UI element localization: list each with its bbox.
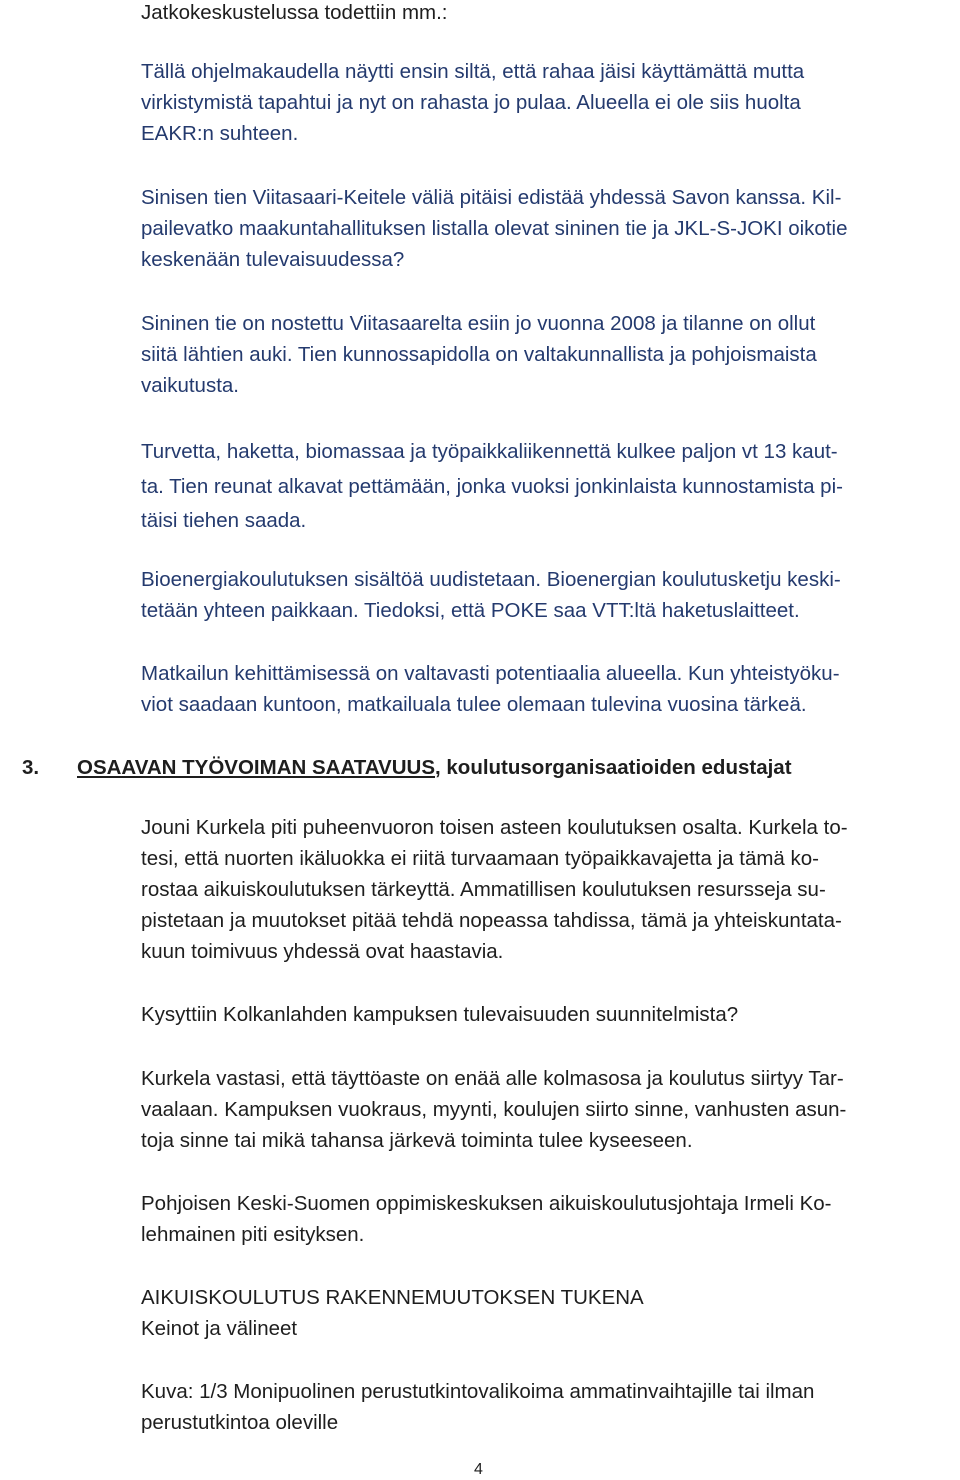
paragraph-line: siitä lähtien auki. Tien kunnossapidolla on valtakunnallista ja pohjoismaista bbox=[141, 343, 817, 366]
paragraph-line: Keinot ja välineet bbox=[141, 1317, 298, 1340]
paragraph-line: lehmainen piti esityksen. bbox=[141, 1223, 365, 1246]
section-heading bbox=[77, 755, 792, 781]
paragraph-line: pailevatko maakuntahallituksen listalla olevat sininen tie ja JKL-S-JOKI oikotie bbox=[141, 217, 848, 240]
paragraph-line: Turvetta, haketta, biomassaa ja työpaikkaliikennettä kulkee paljon vt 13 kaut- bbox=[141, 440, 838, 463]
intro-line: Jatkokeskustelussa todettiin mm.: bbox=[141, 1, 448, 24]
paragraph-line: Jouni Kurkela piti puheenvuoron toisen asteen koulutuksen osalta. Kurkela to- bbox=[141, 816, 848, 839]
paragraph-line: täisi tiehen saada. bbox=[141, 509, 307, 532]
paragraph-line: Sinisen tien Viitasaari-Keitele väliä pitäisi edistää yhdessä Savon kanssa. Kil- bbox=[141, 186, 842, 209]
paragraph-line: Kurkela vastasi, että täyttöaste on enää alle kolmasosa ja koulutus siirtyy Tar- bbox=[141, 1067, 844, 1090]
section-number: 3. bbox=[22, 756, 40, 779]
paragraph-line: vaalaan. Kampuksen vuokraus, myynti, koulujen siirto sinne, vanhusten asun- bbox=[141, 1098, 847, 1121]
paragraph-line: kuun toimivuus yhdessä ovat haastavia. bbox=[141, 940, 504, 963]
paragraph-line: Bioenergiakoulutuksen sisältöä uudistetaan. Bioenergian koulutusketju keski- bbox=[141, 568, 841, 591]
paragraph-line: toja sinne tai mikä tahansa järkevä toiminta tulee kyseeseen. bbox=[141, 1129, 693, 1152]
paragraph-line: vaikutusta. bbox=[141, 374, 239, 397]
paragraph-line: perustutkintoa oleville bbox=[141, 1411, 339, 1434]
section-title: OSAAVAN TYÖVOIMAN SAATAVUUS bbox=[77, 756, 435, 779]
paragraph-line: Pohjoisen Keski-Suomen oppimiskeskuksen aikuiskoulutusjohtaja Irmeli Ko- bbox=[141, 1192, 832, 1215]
paragraph-line: Kysyttiin Kolkanlahden kampuksen tulevaisuuden suunnitelmista? bbox=[141, 1003, 739, 1026]
paragraph-line: Sininen tie on nostettu Viitasaarelta esiin jo vuonna 2008 ja tilanne on ollut bbox=[141, 312, 816, 335]
paragraph-line: tetään yhteen paikkaan. Tiedoksi, että POKE saa VTT:ltä haketuslaitteet. bbox=[141, 599, 800, 622]
paragraph-line: EAKR:n suhteen. bbox=[141, 122, 299, 145]
paragraph-line: pistetaan ja muutokset pitää tehdä nopeassa tahdissa, tämä ja yhteiskuntata- bbox=[141, 909, 842, 932]
paragraph-line: virkistymistä tapahtui ja nyt on rahasta jo pulaa. Alueella ei ole siis huolta bbox=[141, 91, 801, 114]
page-number: 4 bbox=[474, 1461, 483, 1478]
paragraph-line: Kuva: 1/3 Monipuolinen perustutkintovalikoima ammatinvaihtajille tai ilman bbox=[141, 1380, 815, 1403]
paragraph-line: Tällä ohjelmakaudella näytti ensin siltä, että rahaa jäisi käyttämättä mutta bbox=[141, 60, 805, 83]
paragraph-line: keskenään tulevaisuudessa? bbox=[141, 248, 405, 271]
paragraph-line: AIKUISKOULUTUS RAKENNEMUUTOKSEN TUKENA bbox=[141, 1286, 644, 1309]
paragraph-line: ta. Tien reunat alkavat pettämään, jonka vuoksi jonkinlaista kunnostamista pi- bbox=[141, 475, 843, 498]
paragraph-line: rostaa aikuiskoulutuksen tärkeyttä. Ammatillisen koulutuksen resursseja su- bbox=[141, 878, 826, 901]
paragraph-line: viot saadaan kuntoon, matkailuala tulee olemaan tulevina vuosina tärkeä. bbox=[141, 693, 807, 716]
section-subtitle: , koulutusorganisaatioiden edustajat bbox=[435, 756, 792, 779]
paragraph-line: tesi, että nuorten ikäluokka ei riitä turvaamaan työpaikkavajetta ja tämä ko- bbox=[141, 847, 819, 870]
paragraph-line: Matkailun kehittämisessä on valtavasti potentiaalia alueella. Kun yhteistyöku- bbox=[141, 662, 840, 685]
